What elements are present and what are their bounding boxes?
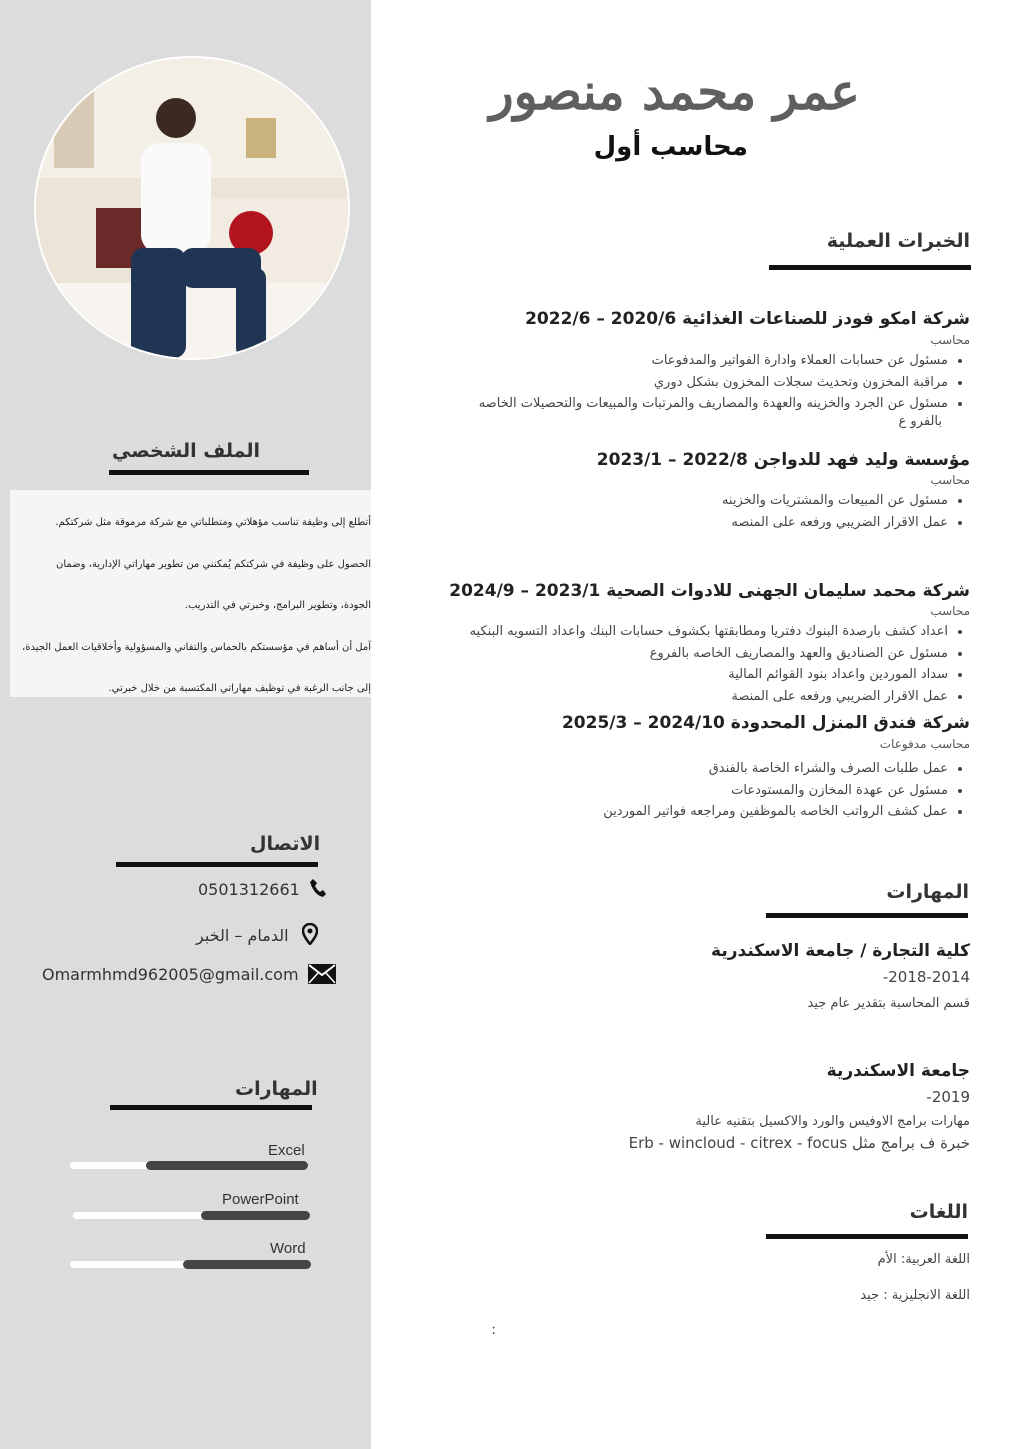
- job-entry-role: محاسب: [930, 333, 970, 347]
- education-heading-rule: [766, 913, 968, 918]
- contact-heading-rule: [116, 862, 318, 867]
- phone-row[interactable]: [198, 878, 327, 899]
- job-entry-title: شركة محمد سليمان الجهنى للادوات الصحية 2023/1 – 2024/9: [449, 581, 970, 601]
- envelope-icon: [308, 964, 336, 984]
- education-detail-software: خبرة ف برامج مثل Erb - wincloud - citrex - focus: [628, 1134, 970, 1152]
- languages-heading: اللغات: [909, 1201, 968, 1223]
- job-duty-continuation: بالفرو ع: [898, 414, 942, 429]
- profile-heading-rule: [109, 470, 309, 475]
- skill-label-excel: Excel: [268, 1142, 305, 1159]
- skill-bar-word: [183, 1260, 311, 1269]
- contact-heading: الاتصال: [250, 833, 321, 855]
- profile-summary: [10, 490, 371, 697]
- profile-line: الجودة، وتطوير البرامج، وخبرتي في التدريب.: [184, 600, 371, 611]
- skill-label-powerpoint: PowerPoint: [222, 1191, 299, 1208]
- sidebar-skills-heading-rule: [110, 1105, 312, 1110]
- phone-number[interactable]: 0501312661: [198, 880, 300, 899]
- job-duties-list: [470, 621, 970, 707]
- job-duty: • عمل الاقرار الضريبي ورفعه على المنصة: [470, 686, 948, 708]
- job-duty: • مسئول عن عهدة المخازن والمستودعات: [603, 780, 948, 802]
- skill-label-word: Word: [270, 1240, 306, 1257]
- location-pin-icon: [302, 923, 318, 945]
- job-duty: • مسئول عن الصناديق والعهد والمصاريف الخاصه بالفروع: [470, 643, 948, 665]
- stray-colon: :: [491, 1322, 496, 1338]
- email-row[interactable]: [42, 964, 336, 984]
- candidate-name: عمر محمد منصور: [489, 62, 860, 121]
- job-duty: • عمل الاقرار الضريبي ورفعه على المنصه: [722, 512, 948, 534]
- job-duty: • مراقبة المخزون وتحديث سجلات المخزون بشكل دوري: [479, 372, 948, 394]
- job-entry-role: محاسب مدفوعات: [879, 737, 970, 751]
- profile-line: أتطلع إلى وظيفة تناسب مؤهلاتي ومتطلباتي مع شركة مرموقة مثل شركتكم.: [55, 517, 371, 528]
- job-entry-title: شركة فندق المنزل المحدودة 2024/10 – 2025/3: [561, 713, 970, 733]
- job-entry-title: مؤسسة وليد فهد للدواجن 2022/8 – 2023/1: [596, 450, 970, 470]
- job-duty: • مسئول عن حسابات العملاء وادارة الفواتير والمدفوعات: [479, 350, 948, 372]
- job-title: محاسب أول: [593, 132, 748, 162]
- education-school: كلية التجارة / جامعة الاسكندرية: [711, 941, 970, 961]
- email-address[interactable]: Omarmhmd962005@gmail.com: [42, 965, 299, 984]
- education-detail: قسم المحاسبة بتقدير عام جيد: [807, 996, 970, 1011]
- phone-icon: [309, 878, 327, 898]
- job-duty: • مسئول عن الجرد والخزينه والعهدة والمصاريف والمرتبات والمبيعات والتحصيلات الخاصه: [479, 393, 948, 415]
- education-detail: مهارات برامج الاوفيس والورد والاكسيل بتقنيه عالية: [695, 1114, 970, 1129]
- language-item: اللغة الانجليزية : جيد: [860, 1288, 970, 1303]
- profile-photo-image: [36, 58, 348, 358]
- profile-heading: الملف الشخصي: [112, 440, 261, 462]
- education-heading: المهارات: [886, 881, 969, 903]
- sidebar-skills-heading: المهارات: [235, 1078, 318, 1100]
- location-text: الدمام – الخبر: [196, 926, 289, 945]
- education-years: 2019-: [926, 1088, 970, 1106]
- languages-heading-rule: [766, 1234, 968, 1239]
- job-duty: • عمل كشف الرواتب الخاصه بالموظفين ومراجعه فواتير الموردين: [603, 801, 948, 823]
- education-school: جامعة الاسكندرية: [826, 1061, 970, 1081]
- job-entry-role: محاسب: [930, 604, 970, 618]
- language-item: اللغة العربية: الأم: [877, 1252, 970, 1267]
- profile-line: الحصول على وظيفة في شركتكم يُمكنني من تطوير مهاراتي الإدارية، وضمان: [56, 559, 371, 570]
- location-row: [196, 923, 318, 945]
- job-duties-list: [479, 350, 970, 415]
- job-duty: • اعداد كشف بارصدة البنوك دفتريا ومطابقتها بكشوف حسابات البنك واعداد التسويه البنكيه: [470, 621, 948, 643]
- skill-bar-excel: [146, 1161, 308, 1170]
- job-duty: • مسئول عن المبيعات والمشتريات والخزينه: [722, 490, 948, 512]
- skill-bar-powerpoint: [201, 1211, 310, 1220]
- job-entry-role: محاسب: [930, 473, 970, 487]
- sidebar: [0, 0, 371, 1449]
- experience-heading-rule: [769, 265, 971, 270]
- job-duties-list: [722, 490, 970, 533]
- job-duty: • سداد الموردين واعداد بنود القوائم المالية: [470, 664, 948, 686]
- job-entry-title: شركة امكو فودز للصناعات الغذائية 2020/6 – 2022/6: [525, 309, 970, 329]
- job-duty: • عمل طلبات الصرف والشراء الخاصة بالفندق: [603, 758, 948, 780]
- education-years: 2018-2014-: [882, 968, 970, 986]
- profile-photo: [34, 56, 350, 360]
- profile-line: إلى جانب الرغبة في توظيف مهاراتي المكتسبة من خلال خبرتي.: [108, 683, 371, 694]
- job-duties-list: [603, 758, 970, 823]
- experience-heading: الخبرات العملية: [826, 230, 970, 252]
- profile-line: آمل أن أساهم في مؤسستكم بالحماس والتفاني والمسؤولية وأخلاقيات العمل الجيدة،: [22, 642, 371, 653]
